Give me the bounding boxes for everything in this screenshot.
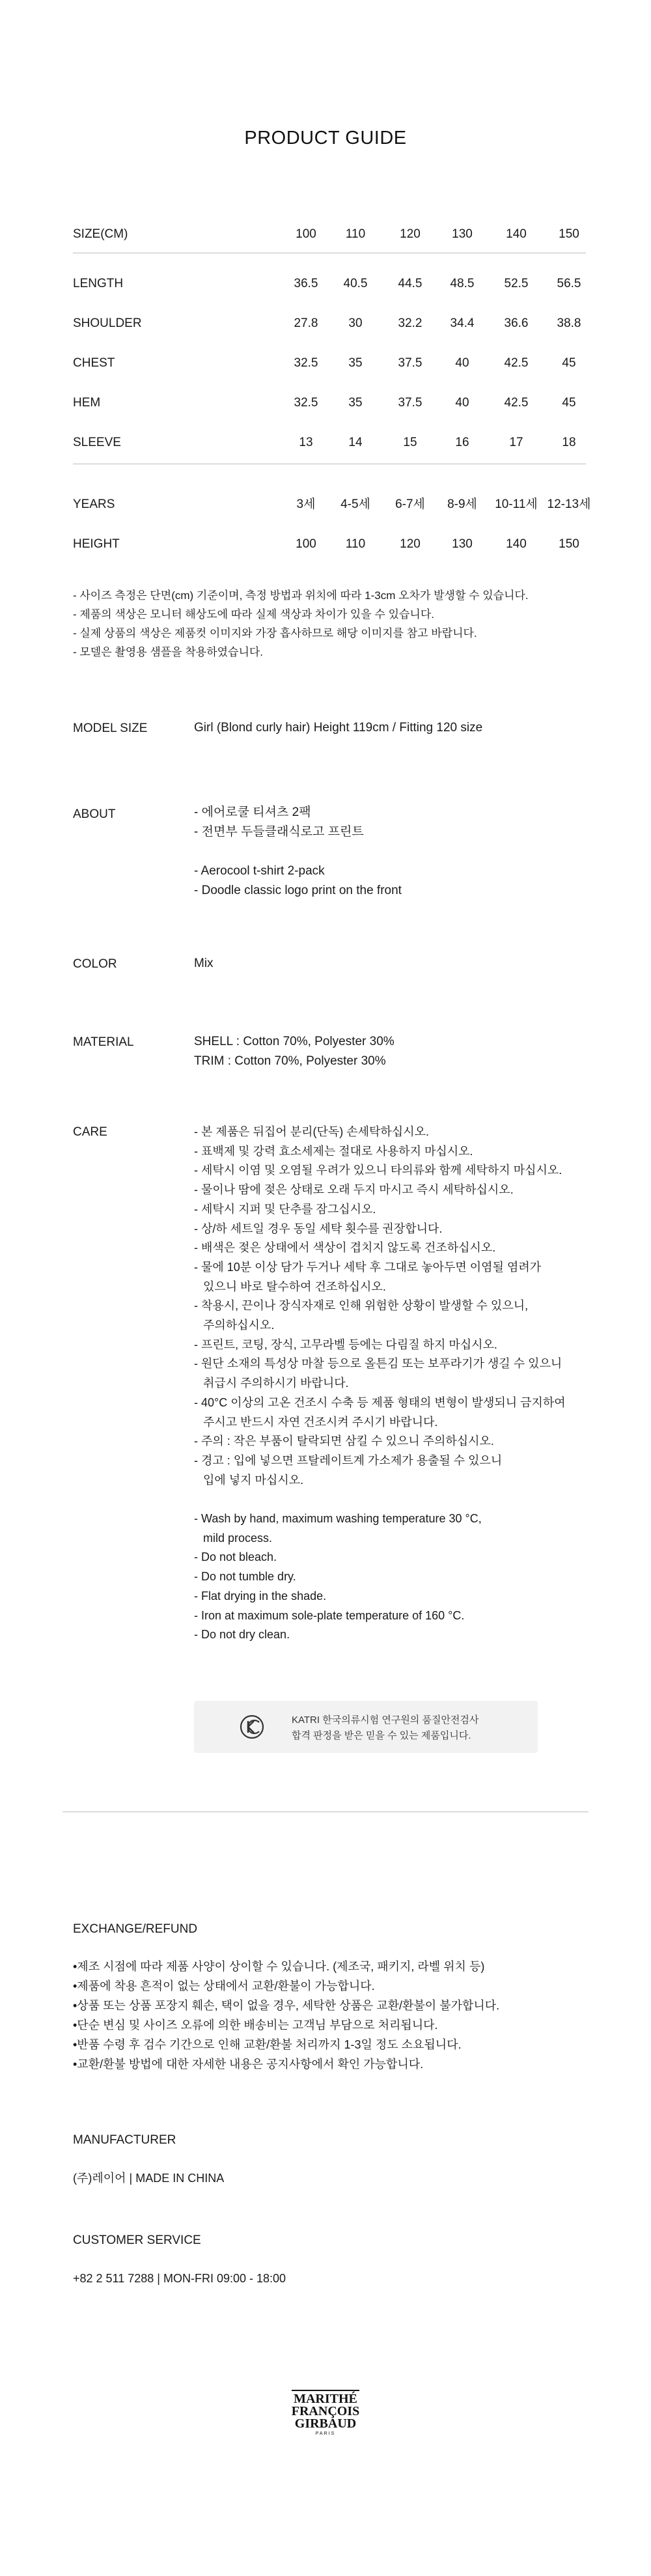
size-cell: 12-13세 <box>547 497 591 511</box>
size-cell: 32.2 <box>398 316 422 330</box>
size-cell: 36.6 <box>504 316 529 330</box>
material-label: MATERIAL <box>73 1035 134 1049</box>
size-cell: 45 <box>562 396 576 410</box>
about-label: ABOUT <box>73 807 116 821</box>
about-line: - 전면부 두들클래식로고 프린트 <box>194 825 364 839</box>
exchange-heading: EXCHANGE/REFUND <box>73 1922 198 1936</box>
manufacturer-text: (주)레이어 | MADE IN CHINA <box>73 2172 225 2185</box>
size-cell: 35 <box>348 396 363 410</box>
exchange-line: •단순 변심 및 사이즈 오류에 의한 배송비는 고객님 부담으로 처리됩니다. <box>73 2019 438 2032</box>
care-item: - 주의 : 작은 부품이 탈락되면 삼킬 수 있으니 주의하십시오. <box>194 1435 494 1448</box>
katri-line: 합격 판정을 받은 믿을 수 있는 제품입니다. <box>292 1730 471 1741</box>
care-item: - 세탁시 이염 및 오염될 우려가 있으니 타의류와 함께 세탁하지 마십시오. <box>194 1164 562 1177</box>
size-cell: 34.4 <box>450 316 475 330</box>
size-cell: 32.5 <box>294 396 318 410</box>
note-line: - 제품의 색상은 모니터 해상도에 따라 실제 색상과 차이가 있을 수 있습니다. <box>73 608 434 621</box>
size-cell: 37.5 <box>398 396 422 410</box>
about-text <box>194 803 402 901</box>
logo-line: FRANÇOIS <box>291 2404 360 2418</box>
care-item: - 경고 : 입에 넣으면 프탈레이트계 가소제가 용출될 수 있으니 <box>194 1453 503 1467</box>
size-cell: 110 <box>345 227 366 241</box>
exchange-text <box>73 1957 499 2074</box>
size-cell: 42.5 <box>504 356 529 370</box>
size-cell: 10-11세 <box>495 497 538 511</box>
size-cell: 6-7세 <box>395 497 425 511</box>
size-cell: 40 <box>455 356 469 370</box>
care-instructions <box>194 1123 566 1645</box>
customer-service-text: +82 2 511 7288 | MON-FRI 09:00 - 18:00 <box>73 2272 286 2285</box>
note-line: - 모델은 촬영용 샘플을 착용하였습니다. <box>73 646 264 658</box>
size-cell: 130 <box>452 537 473 551</box>
color-label: COLOR <box>73 957 117 971</box>
size-cell: 120 <box>400 537 421 551</box>
size-cell: 40 <box>455 396 469 410</box>
care-item-continued: 주시고 반드시 자연 건조시켜 주시기 바랍니다. <box>203 1415 438 1429</box>
exchange-line: •제품에 착용 흔적이 없는 상태에서 교환/환불이 가능합니다. <box>73 1980 375 1993</box>
size-cell: 36.5 <box>294 277 318 290</box>
size-cell: 14 <box>348 436 363 449</box>
care-item: - 물이나 땀에 젖은 상태로 오래 두지 마시고 즉시 세탁하십시오. <box>194 1183 514 1197</box>
care-item: - 물에 10분 이상 담가 두거나 세탁 후 그대로 놓아두면 이염될 염려가 <box>194 1260 542 1274</box>
care-item: - 상/하 세트일 경우 동일 세탁 횟수를 권장합니다. <box>194 1222 443 1235</box>
care-item: - 배색은 젖은 상태에서 색상이 겹치지 않도록 건조하십시오. <box>194 1241 496 1255</box>
size-row-label: HEM <box>73 396 101 410</box>
size-cell: 130 <box>452 227 473 241</box>
size-cell: 100 <box>296 537 316 551</box>
size-cell: 3세 <box>296 497 316 511</box>
size-cell: 48.5 <box>450 277 475 290</box>
exchange-line: •반품 수령 후 검수 기간으로 인해 교환/환불 처리까지 1-3일 정도 소요됩니다. <box>73 2038 462 2051</box>
care-item: - 40°C 이상의 고온 건조시 수축 등 제품 형태의 변형이 발생되니 금지하여 <box>194 1395 566 1409</box>
exchange-line: •교환/환불 방법에 대한 자세한 내용은 공지사항에서 확인 가능합니다. <box>73 2058 424 2071</box>
age-row <box>0 525 651 564</box>
size-cell: 30 <box>348 316 363 330</box>
care-item-continued: 취급시 주의하시기 바랍니다. <box>203 1377 349 1390</box>
material-line: SHELL : Cotton 70%, Polyester 30% <box>194 1035 395 1048</box>
size-cell: 150 <box>559 227 579 241</box>
about-line: - Aerocool t-shirt 2-pack <box>194 864 325 878</box>
care-item-continued: 주의하십시오. <box>203 1319 275 1332</box>
size-row-label: LENGTH <box>73 277 124 290</box>
care-item: - Do not dry clean. <box>194 1628 290 1642</box>
care-item: - 착용시, 끈이나 장식자재로 인해 위험한 상황이 발생할 수 있으니, <box>194 1299 529 1313</box>
size-cell: 8-9세 <box>447 497 477 511</box>
size-header-row <box>0 215 651 254</box>
size-cell: 44.5 <box>398 277 422 290</box>
manufacturer-heading: MANUFACTURER <box>73 2133 176 2147</box>
logo-line: PARIS <box>315 2431 336 2436</box>
size-cell: 56.5 <box>557 277 581 290</box>
material-line: TRIM : Cotton 70%, Polyester 30% <box>194 1054 386 1068</box>
size-cell: 17 <box>509 436 523 449</box>
size-row <box>0 384 651 423</box>
size-row <box>0 344 651 383</box>
size-cell: 16 <box>455 436 469 449</box>
page-title: PRODUCT GUIDE <box>244 128 407 148</box>
logo-line: MARITHÉ <box>294 2392 357 2406</box>
care-item <box>194 1490 566 1509</box>
care-item-continued: mild process. <box>203 1531 273 1545</box>
size-cell: 110 <box>345 537 366 551</box>
size-cell: 140 <box>506 537 527 551</box>
care-item: - 원단 소재의 특성상 마찰 등으로 올튼김 또는 보푸라기가 생길 수 있으니 <box>194 1357 562 1371</box>
size-cell: 100 <box>296 227 316 241</box>
size-cell: 40.5 <box>343 277 368 290</box>
care-item: - Wash by hand, maximum washing temperature 30 °C, <box>194 1512 482 1526</box>
care-item: - Do not tumble dry. <box>194 1570 296 1584</box>
size-row <box>0 423 651 462</box>
logo-line: GIRBAUD <box>294 2416 357 2431</box>
size-cell: 150 <box>559 537 579 551</box>
exchange-line: •상품 또는 상품 포장지 훼손, 택이 없을 경우, 세탁한 상품은 교환/환불이 불가합니다. <box>73 1999 500 2012</box>
size-cell: 32.5 <box>294 356 318 370</box>
material-text <box>194 1032 395 1071</box>
size-cell: 27.8 <box>294 316 318 330</box>
exchange-line: •제조 시점에 따라 제품 사양이 상이할 수 있습니다. (제조국, 패키지, 라벨 위치 등) <box>73 1960 485 1973</box>
size-row-label: CHEST <box>73 356 115 370</box>
size-row-label: YEARS <box>73 497 115 511</box>
about-line: - Doodle classic logo print on the front <box>194 884 402 897</box>
size-cell: 140 <box>506 227 527 241</box>
model-size-label: MODEL SIZE <box>73 721 148 735</box>
care-item: - 세탁시 지퍼 및 단추를 잠그십시오. <box>194 1202 376 1216</box>
care-item-continued: 있으니 바로 탈수하여 건조하십시오. <box>203 1280 386 1293</box>
color-text: Mix <box>194 957 214 970</box>
care-item: - Iron at maximum sole-plate temperature of 160 °C. <box>194 1608 465 1622</box>
size-notes <box>73 586 529 662</box>
size-cell: 37.5 <box>398 356 422 370</box>
katri-line: KATRI 한국의류시험 연구원의 품질안전검사 <box>292 1715 479 1726</box>
care-item-continued: 입에 넣지 마십시오. <box>203 1473 304 1487</box>
age-row <box>0 485 651 524</box>
care-item: - 본 제품은 뒤집어 분리(단독) 손세탁하십시오. <box>194 1125 429 1138</box>
note-line: - 사이즈 측정은 단면(cm) 기준이며, 측정 방법과 위치에 따라 1-3cm 오차가 발생할 수 있습니다. <box>73 589 529 602</box>
care-item: - 프린트, 코팅, 장식, 고무라벨 등에는 다림질 하지 마십시오. <box>194 1337 497 1351</box>
size-row-label: SLEEVE <box>73 436 121 449</box>
care-item: - Do not bleach. <box>194 1550 277 1564</box>
size-cell: 15 <box>403 436 417 449</box>
note-line: - 실제 상품의 색상은 제품컷 이미지와 가장 흡사하므로 해당 이미지를 참고 바랍니다. <box>73 627 477 639</box>
size-row <box>0 264 651 303</box>
size-cell: 120 <box>400 227 421 241</box>
katri-text <box>292 1713 478 1744</box>
care-item: - Flat drying in the shade. <box>194 1589 327 1603</box>
size-row <box>0 304 651 343</box>
size-cell: 13 <box>299 436 313 449</box>
model-size-text: Girl (Blond curly hair) Height 119cm / Fitting 120 size <box>194 721 483 735</box>
size-cell: 45 <box>562 356 576 370</box>
size-row-label: SHOULDER <box>73 316 142 330</box>
size-cell: 38.8 <box>557 316 581 330</box>
about-line: - 에어로쿨 티셔츠 2팩 <box>194 805 311 819</box>
size-cell: 18 <box>562 436 576 449</box>
size-row-label: SIZE(CM) <box>73 227 128 241</box>
brand-logo <box>0 2390 651 2438</box>
size-cell: 35 <box>348 356 363 370</box>
kc-mark-icon <box>240 1715 264 1739</box>
care-label: CARE <box>73 1125 107 1139</box>
size-cell: 42.5 <box>504 396 529 410</box>
size-cell: 4-5세 <box>340 497 370 511</box>
care-item: - 표백제 및 강력 효소세제는 절대로 사용하지 마십시오. <box>194 1144 473 1158</box>
customer-service-heading: CUSTOMER SERVICE <box>73 2233 201 2247</box>
size-row-label: HEIGHT <box>73 537 120 551</box>
katri-badge <box>194 1701 538 1753</box>
size-cell: 52.5 <box>504 277 529 290</box>
